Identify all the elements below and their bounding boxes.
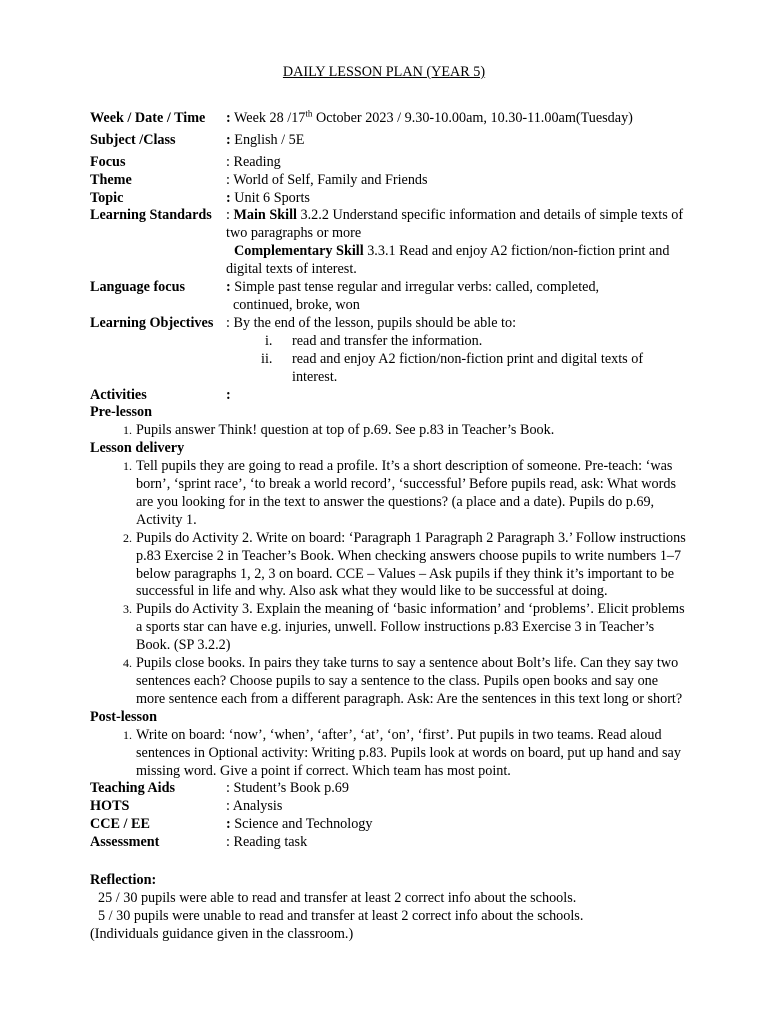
lesson-plan-page — [90, 64, 690, 944]
assessment-label: Assessment — [90, 834, 160, 851]
objectives-label: Learning Objectives — [90, 314, 214, 331]
hots-row — [90, 798, 690, 816]
language-focus-sep: : — [226, 279, 231, 296]
week-label: Week / Date / Time — [90, 109, 206, 126]
language-focus-line2: continued, broke, won — [233, 296, 360, 313]
comp-skill-text: 3.3.1 Read and enjoy A2 fiction/non-fiction print and digital texts of interest. — [226, 243, 670, 278]
week-row — [90, 110, 690, 128]
topic-sep: : — [226, 189, 231, 206]
subject-row — [90, 132, 690, 150]
post-lesson-list — [90, 727, 690, 781]
topic-value — [226, 190, 690, 208]
post-lesson-heading: Post-lesson — [90, 708, 157, 725]
week-pre: Week 28 /17 — [230, 109, 306, 126]
hots-label: HOTS — [90, 798, 130, 815]
list-item: 3. Pupils do Activity 3. Explain the meaning of ‘basic information’ and ‘problems’. Elicit problems a sports star can have e.g. injuries, unwell. Follow instructions p.83 Exercise 3 in Teacher’s Book. (SP 3.2.2) — [135, 601, 690, 655]
cce-row — [90, 816, 690, 834]
objective-item: ii. read and enjoy A2 fiction/non-fiction print and digital texts of interest. — [276, 351, 690, 387]
focus-row — [90, 154, 690, 172]
activities-value: : — [226, 386, 231, 403]
topic-row — [90, 190, 690, 208]
objectives-list — [226, 333, 690, 387]
cce-text: Science and Technology — [230, 816, 373, 833]
pre-lesson-list — [90, 422, 690, 440]
standards-label: Learning Standards — [90, 207, 212, 224]
week-post: October 2023 / 9.30-10.00am, 10.30-11.00am(Tuesday) — [312, 109, 633, 126]
page-title: DAILY LESSON PLAN (YEAR 5) — [282, 64, 486, 80]
language-focus-row — [90, 279, 690, 315]
activities-row — [90, 387, 690, 405]
main-skill-text: 3.2.2 Understand specific information and details of simple texts of two paragraphs or more — [226, 207, 684, 242]
lesson-delivery-heading: Lesson delivery — [90, 440, 185, 457]
theme-row — [90, 172, 690, 190]
cce-value — [226, 816, 690, 834]
objectives-value — [226, 315, 690, 387]
objective-item: i. read and transfer the information. — [276, 333, 690, 351]
activities-label: Activities — [90, 386, 147, 403]
cce-label: CCE / EE — [90, 816, 150, 833]
list-item: 1. Write on board: ‘now’, ‘when’, ‘after’, ‘at’, ‘on’, ‘first’. Put pupils in two teams. Read aloud sentences in Optional activity: Writing p.83. Pupils look at words on board, put up hand and say missing word. Give a point if correct. Which team has most point. — [135, 727, 690, 781]
cce-sep: : — [226, 816, 231, 833]
topic-text: Unit 6 Sports — [230, 189, 310, 206]
subject-text: English / 5E — [230, 131, 305, 148]
language-focus-label: Language focus — [90, 279, 185, 296]
standards-row — [90, 207, 690, 279]
objectives-row — [90, 315, 690, 387]
objectives-intro: : By the end of the lesson, pupils should be able to: — [226, 314, 517, 331]
reflection-line: (Individuals guidance given in the classroom.) — [90, 925, 354, 942]
language-focus-value — [226, 279, 690, 315]
week-sup: th — [305, 108, 313, 119]
focus-value: : Reading — [226, 153, 281, 170]
subject-sep: : — [226, 131, 231, 148]
pre-lesson-heading: Pre-lesson — [90, 404, 152, 421]
complementary-skill — [226, 243, 690, 279]
teaching-aids-row — [90, 780, 690, 798]
week-value — [226, 110, 690, 128]
subject-value — [226, 132, 690, 150]
list-item: 2. Pupils do Activity 2. Write on board: ‘Paragraph 1 Paragraph 2 Paragraph 3.’ Follow instructions p.83 Exercise 2 in Teacher’s Book. When checking answers choose pupils to write numbers 1–7 below paragraphs 1, 2, 3 on board. CCE – Values – Ask pupils if they think it’s important to be successful in life and why. Also ask what they would like to be successful at doing. — [135, 530, 690, 602]
main-prefix: : — [226, 207, 234, 224]
reflection-line: 25 / 30 pupils were able to read and transfer at least 2 correct info about the schools. — [98, 889, 577, 906]
week-sep: : — [226, 109, 231, 126]
main-skill-label: Main Skill — [233, 207, 297, 224]
standards-value — [226, 207, 690, 279]
list-item: 1. Tell pupils they are going to read a profile. It’s a short description of someone. Pre-teach: ‘was born’, ‘sprint race’, ‘to break a world record’, ‘successful’ Before pupils read, ask: What words are you looking for in the text to answer the questions? (a place and a date). Pupils do p.69, Activity 1. — [135, 458, 690, 530]
reflection-heading: Reflection: — [90, 872, 157, 889]
hots-value: : Analysis — [226, 798, 283, 815]
teaching-aids-label: Teaching Aids — [90, 780, 176, 797]
assessment-row — [90, 834, 690, 852]
list-item: 1. Pupils answer Think! question at top of p.69. See p.83 in Teacher’s Book. — [135, 422, 690, 440]
topic-label: Topic — [90, 189, 124, 206]
focus-label: Focus — [90, 153, 126, 170]
theme-value: : World of Self, Family and Friends — [226, 171, 428, 188]
comp-skill-label: Complementary Skill — [234, 243, 364, 260]
theme-label: Theme — [90, 171, 132, 188]
language-focus-line1: Simple past tense regular and irregular verbs: called, completed, — [230, 279, 600, 296]
reflection-line: 5 / 30 pupils were unable to read and transfer at least 2 correct info about the schools. — [98, 907, 584, 924]
list-item: 4. Pupils close books. In pairs they take turns to say a sentence about Bolt’s life. Can they say two sentences each? Choose pupils to say a sentence to the class. Pupils open books and say one more sentence each from a different paragraph. Ask: Are the sentences in this text long or short? — [135, 655, 690, 709]
subject-label: Subject /Class — [90, 131, 176, 148]
lesson-delivery-list — [90, 458, 690, 709]
main-skill — [226, 207, 690, 243]
assessment-value: : Reading task — [226, 834, 308, 851]
teaching-aids-value: : Student’s Book p.69 — [226, 780, 349, 797]
